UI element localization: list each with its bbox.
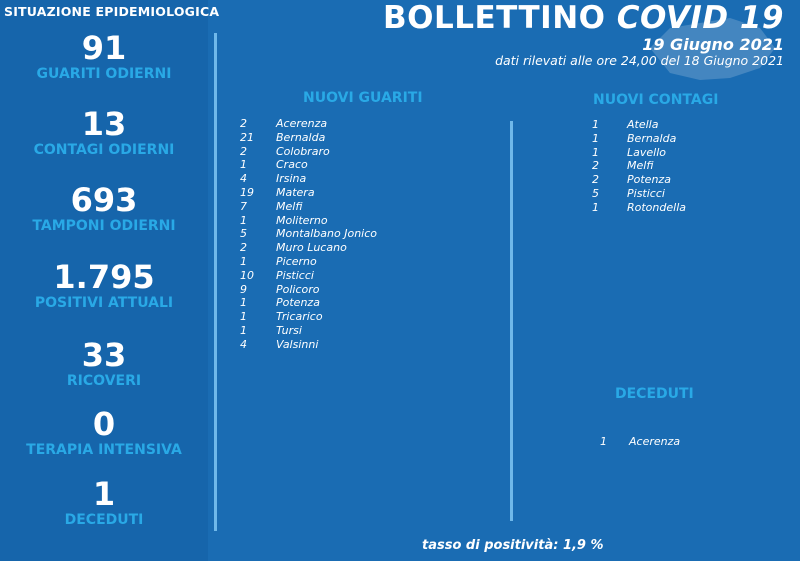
row-count: 1 [592, 200, 599, 214]
row-place: Pisticci [627, 186, 665, 200]
row-place: Lavello [627, 145, 666, 159]
guariti-row [240, 269, 377, 283]
deceduti-row [600, 435, 680, 449]
row-count: 7 [240, 199, 247, 213]
row-place: Montalbano Jonico [276, 227, 378, 241]
row-place: Potenza [627, 173, 671, 187]
guariti-header: NUOVI GUARITI [303, 90, 423, 106]
deceduti-list [600, 435, 680, 449]
contagi-row [592, 132, 686, 146]
deceduti-header: DECEDUTI [615, 386, 694, 402]
row-place: Acerenza [629, 435, 681, 448]
row-place: Tricarico [276, 310, 323, 324]
contagi-row [592, 118, 686, 132]
guariti-row [240, 200, 377, 214]
title-plain: BOLLETTINO [383, 0, 617, 36]
guariti-list [240, 117, 377, 352]
row-count: 5 [240, 227, 247, 241]
row-count: 2 [592, 173, 599, 187]
guariti-row [240, 186, 377, 200]
contagi-row [592, 201, 686, 215]
contagi-list [592, 118, 686, 215]
row-count: 1 [240, 158, 247, 172]
stat-guariti [0, 30, 208, 82]
contagi-header: NUOVI CONTAGI [593, 92, 719, 108]
guariti-row [240, 283, 377, 297]
row-place: Atella [627, 118, 659, 131]
guariti-row [240, 158, 377, 172]
row-count: 1 [240, 323, 247, 337]
row-count: 1 [240, 310, 247, 324]
stat-contagi [0, 106, 208, 158]
stat-deceduti [0, 476, 208, 528]
row-count: 1 [240, 254, 247, 268]
stat-value: 13 [81, 105, 127, 143]
row-place: Melfi [276, 199, 303, 213]
guariti-row [240, 324, 377, 338]
row-place: Moliterno [276, 213, 328, 227]
contagi-row [592, 173, 686, 187]
stat-label: TAMPONI ODIERNI [32, 218, 176, 234]
row-count: 4 [240, 172, 247, 186]
stat-terapia [0, 406, 208, 458]
row-count: 4 [240, 337, 247, 351]
guariti-row [240, 255, 377, 269]
row-place: Tursi [276, 323, 302, 337]
bulletin-title [383, 0, 784, 36]
guariti-row [240, 338, 377, 352]
row-place: Matera [276, 185, 315, 199]
guariti-row [240, 117, 377, 131]
guariti-row [240, 131, 377, 145]
stat-value: 0 [92, 405, 116, 443]
row-count: 2 [240, 241, 247, 255]
section-title: SITUAZIONE EPIDEMIOLOGICA [4, 4, 220, 19]
row-place: Valsinni [276, 337, 319, 351]
row-count: 10 [240, 268, 254, 282]
stat-value: 1 [92, 475, 116, 513]
stat-label: CONTAGI ODIERNI [33, 142, 175, 158]
row-place: Muro Lucano [276, 241, 347, 255]
row-place: Policoro [276, 282, 320, 296]
stat-label: GUARITI ODIERNI [36, 66, 172, 82]
row-place: Colobraro [276, 144, 330, 158]
stat-value: 33 [81, 336, 127, 374]
stat-label: DECEDUTI [64, 512, 144, 528]
row-place: Craco [276, 158, 308, 172]
stat-label: POSITIVI ATTUALI [34, 295, 174, 311]
guariti-row [240, 145, 377, 159]
row-place: Acerenza [276, 117, 328, 130]
row-count: 9 [240, 282, 247, 296]
contagi-row [592, 187, 686, 201]
row-count: 1 [592, 118, 599, 131]
row-place: Potenza [276, 296, 320, 310]
stat-label: RICOVERI [66, 373, 142, 389]
row-place: Melfi [627, 159, 654, 173]
stat-value: 1.795 [53, 258, 155, 296]
guariti-row [240, 227, 377, 241]
row-count: 1 [600, 435, 607, 448]
contagi-row [592, 159, 686, 173]
row-place: Bernalda [627, 131, 677, 145]
guariti-row [240, 214, 377, 228]
row-place: Pisticci [276, 268, 314, 282]
stat-tamponi [0, 182, 208, 234]
stat-value: 693 [70, 181, 138, 219]
contagi-row [592, 146, 686, 160]
guariti-row [240, 241, 377, 255]
stat-ricoveri [0, 337, 208, 389]
row-count: 2 [240, 144, 247, 158]
row-count: 1 [240, 213, 247, 227]
row-count: 1 [240, 296, 247, 310]
row-place: Picerno [276, 254, 317, 268]
bulletin-subtitle: dati rilevati alle ore 24,00 del 18 Giugno 2021 [495, 53, 784, 68]
stat-label: TERAPIA INTENSIVA [26, 442, 182, 458]
divider-left [214, 33, 217, 531]
stat-value: 91 [81, 29, 127, 67]
guariti-row [240, 296, 377, 310]
bulletin-date: 19 Giugno 2021 [642, 35, 784, 54]
positivity-rate: tasso di positività: 1,9 % [422, 538, 604, 553]
row-count: 21 [240, 130, 254, 144]
row-count: 2 [592, 159, 599, 173]
row-count: 1 [592, 145, 599, 159]
row-count: 19 [240, 185, 254, 199]
title-italic: COVID 19 [616, 0, 784, 36]
divider-middle [510, 121, 513, 521]
guariti-row [240, 172, 377, 186]
row-count: 2 [240, 117, 247, 130]
row-place: Irsina [276, 172, 307, 186]
row-count: 5 [592, 186, 599, 200]
row-count: 1 [592, 131, 599, 145]
row-place: Rotondella [627, 200, 686, 214]
stat-positivi [0, 259, 208, 311]
row-place: Bernalda [276, 130, 326, 144]
guariti-row [240, 310, 377, 324]
